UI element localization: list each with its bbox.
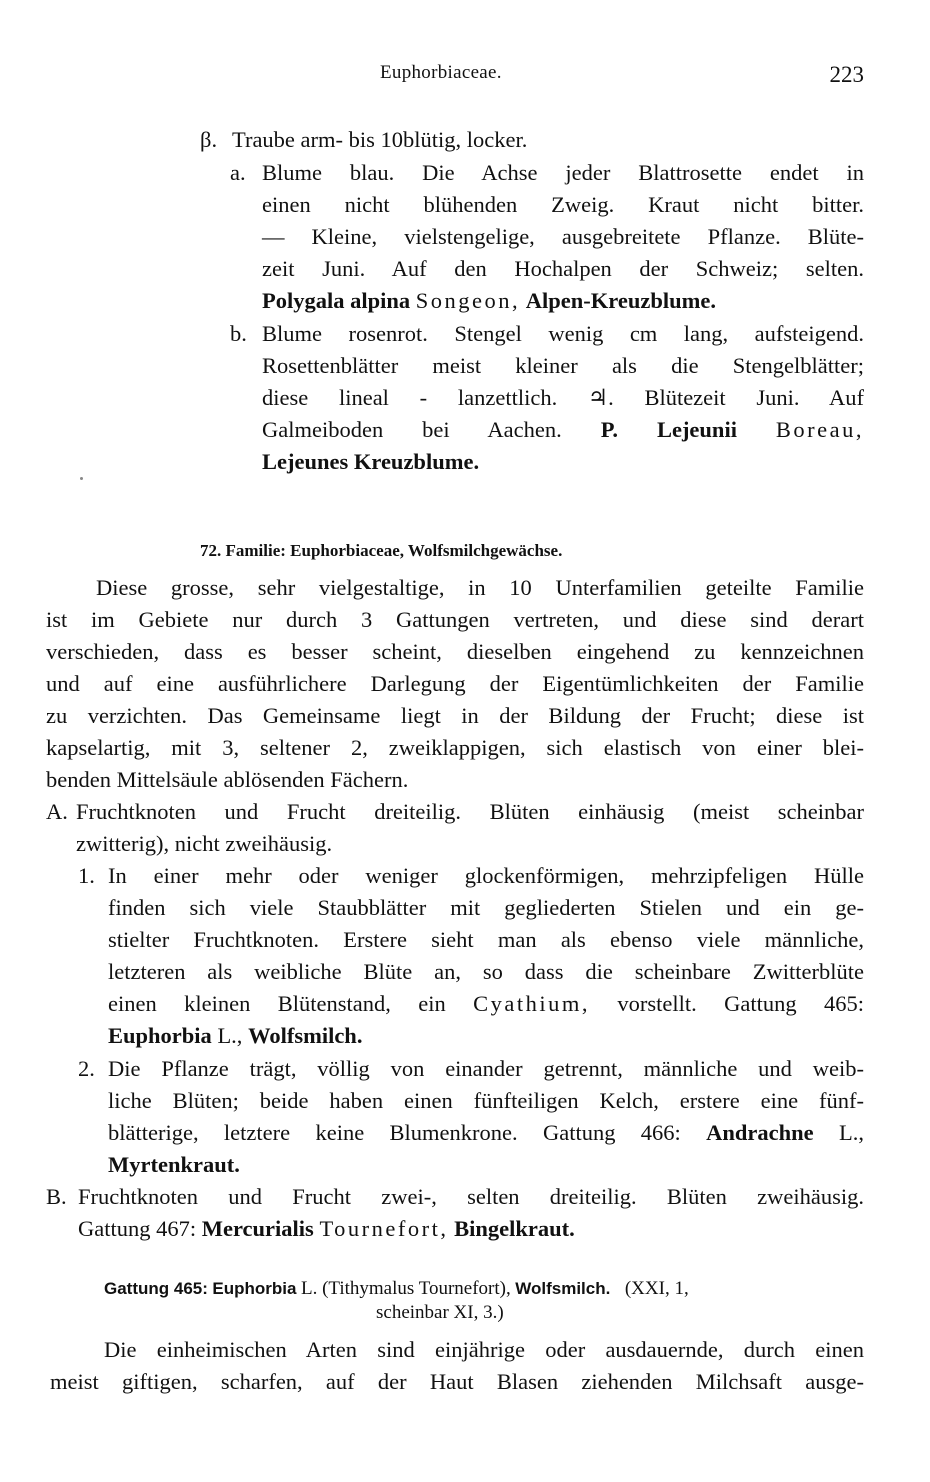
key-1-line-4: letzteren als weibliche Blüte an, so dass die scheinbare Zwitterblüte: [108, 959, 864, 984]
key-text: Fruchtknoten und Frucht zwei-, selten dreiteilig. Blüten zweihäusig.: [78, 1184, 864, 1209]
key-text: Blume blau. Die Achse jeder Blattrosette endet in: [262, 160, 864, 185]
species-name: P. Lejeunii: [600, 417, 737, 442]
key-A-line-1: [46, 796, 864, 828]
gattung-class: (XXI, 1,: [624, 1278, 689, 1299]
species-author: Boreau,: [775, 417, 865, 442]
key-marker: 1.: [78, 863, 95, 888]
key-1-line-5: [108, 988, 864, 1020]
key-b-line-2: Rosettenblätter meist kleiner als die Stengelblätter;: [262, 353, 864, 378]
key-B-line-1: [46, 1181, 864, 1213]
genus-author: Tournefort,: [319, 1216, 449, 1241]
spaced-term: Cyathium,: [473, 991, 590, 1016]
key-a-species: [262, 285, 716, 317]
key-text: Fruchtknoten und Frucht dreiteilig. Blüten einhäusig (meist scheinbar: [76, 799, 864, 824]
key-marker: 2.: [78, 1056, 95, 1081]
key-marker: B.: [46, 1184, 67, 1209]
running-head: Euphorbiaceae.: [380, 62, 502, 83]
key-2-line-2: liche Blüten; beide haben einen fünfteiligen Kelch, erstere eine fünf-: [108, 1088, 864, 1113]
intro-line-2: ist im Gebiete nur durch 3 Gattungen vertreten, und diese sind derart: [46, 607, 864, 632]
intro-line-1: Diese grosse, sehr vielgestaltige, in 10 Unterfamilien geteilte Familie: [96, 575, 864, 600]
species-author: Songeon,: [415, 288, 521, 313]
key-marker: a.: [230, 160, 246, 185]
key-marker: A.: [46, 799, 68, 824]
key-text: vorstellt. Gattung 465:: [617, 991, 865, 1016]
species-common-name: Lejeunes Kreuzblume.: [262, 449, 480, 474]
genus-name: Mercurialis: [201, 1216, 314, 1241]
print-speck: [80, 477, 83, 480]
gattung-genus: Euphorbia: [212, 1279, 297, 1298]
key-A-line-2: zwitterig), nicht zweihäusig.: [76, 831, 333, 856]
gattung-label: Gattung 465:: [104, 1279, 208, 1298]
genus-name: Euphorbia: [108, 1023, 212, 1048]
gattung-line-1: Die einheimischen Arten sind einjährige oder ausdauernde, durch einen: [104, 1337, 864, 1362]
key-text: Galmeiboden bei Aachen.: [262, 417, 562, 442]
key-1-line-1: [78, 860, 864, 892]
genus-common-name: Myrtenkraut.: [108, 1152, 240, 1177]
gattung-author: L. (Tithymalus Tournefort),: [300, 1278, 511, 1299]
key-a-line-1: [230, 157, 864, 189]
key-1-line-2: finden sich viele Staubblätter mit gegliederten Stielen und ein ge-: [108, 895, 864, 920]
key-2-genus: [108, 1149, 240, 1181]
key-text: Gattung 467:: [78, 1216, 197, 1241]
key-text: Blume rosenrot. Stengel wenig cm lang, aufsteigend.: [262, 321, 864, 346]
intro-line-3: verschieden, dass es besser scheint, dieselben eingehend zu kennzeichnen: [46, 639, 864, 664]
gattung-common-name: Wolfsmilch.: [515, 1279, 611, 1298]
key-1-line-3: stielter Fruchtknoten. Erstere sieht man als ebenso viele männliche,: [108, 927, 864, 952]
key-text: In einer mehr oder weniger glockenförmigen, mehrzipfeligen Hülle: [108, 863, 864, 888]
key-2-line-3: [108, 1117, 864, 1149]
page-number: 223: [829, 62, 864, 87]
key-a-line-4: zeit Juni. Auf den Hochalpen der Schweiz; selten.: [262, 256, 864, 281]
key-a-line-3: — Kleine, vielstengelige, ausgebreitete Pflanze. Blüte-: [262, 224, 864, 249]
key-marker: b.: [230, 321, 247, 346]
species-common-name: Alpen-Kreuzblume.: [525, 288, 716, 313]
key-B-line-2: [78, 1213, 575, 1245]
intro-line-5: zu verzichten. Das Gemeinsame liegt in der Bildung der Frucht; diese ist: [46, 703, 864, 728]
key-b-species: [262, 446, 479, 478]
genus-name: Andrachne: [706, 1120, 814, 1145]
genus-author: L.,: [217, 1023, 243, 1048]
key-text: Die Pflanze trägt, völlig von einander getrennt, männliche und weib-: [108, 1056, 864, 1081]
key-text: einen kleinen Blütenstand, ein: [108, 991, 446, 1016]
intro-line-7: benden Mittelsäule ablösenden Fächern.: [46, 767, 409, 792]
gattung-class-cont: scheinbar XI, 3.): [376, 1302, 504, 1323]
key-a-line-2: einen nicht blühenden Zweig. Kraut nicht bitter.: [262, 192, 864, 217]
key-text: blätterige, letztere keine Blumenkrone. Gattung 466:: [108, 1120, 681, 1145]
genus-common-name: Wolfsmilch.: [248, 1023, 363, 1048]
key-marker: β.: [200, 127, 218, 152]
key-text: Traube arm- bis 10blütig, locker.: [232, 127, 528, 152]
key-2-line-1: [78, 1053, 864, 1085]
key-beta: [200, 124, 527, 156]
genus-common-name: Bingelkraut.: [454, 1216, 575, 1241]
key-b-line-3: diese lineal - lanzettlich. ♃. Blütezeit Juni. Auf: [262, 385, 864, 410]
key-b-line-4: [262, 414, 864, 446]
family-heading: 72. Familie: Euphorbiaceae, Wolfsmilchgewächse.: [200, 541, 563, 560]
page-header: [0, 62, 930, 94]
gattung-line-2: meist giftigen, scharfen, auf der Haut Blasen ziehenden Milchsaft ausge-: [50, 1369, 864, 1394]
intro-line-4: und auf eine ausführlichere Darlegung der Eigentümlichkeiten der Familie: [46, 671, 864, 696]
intro-line-6: kapselartig, mit 3, seltener 2, zweiklappigen, sich elastisch von einer blei-: [46, 735, 864, 760]
genus-author: L.,: [839, 1120, 864, 1145]
key-b-line-1: [230, 318, 864, 350]
key-1-genus: [108, 1020, 362, 1052]
species-name: Polygala alpina: [262, 288, 411, 313]
